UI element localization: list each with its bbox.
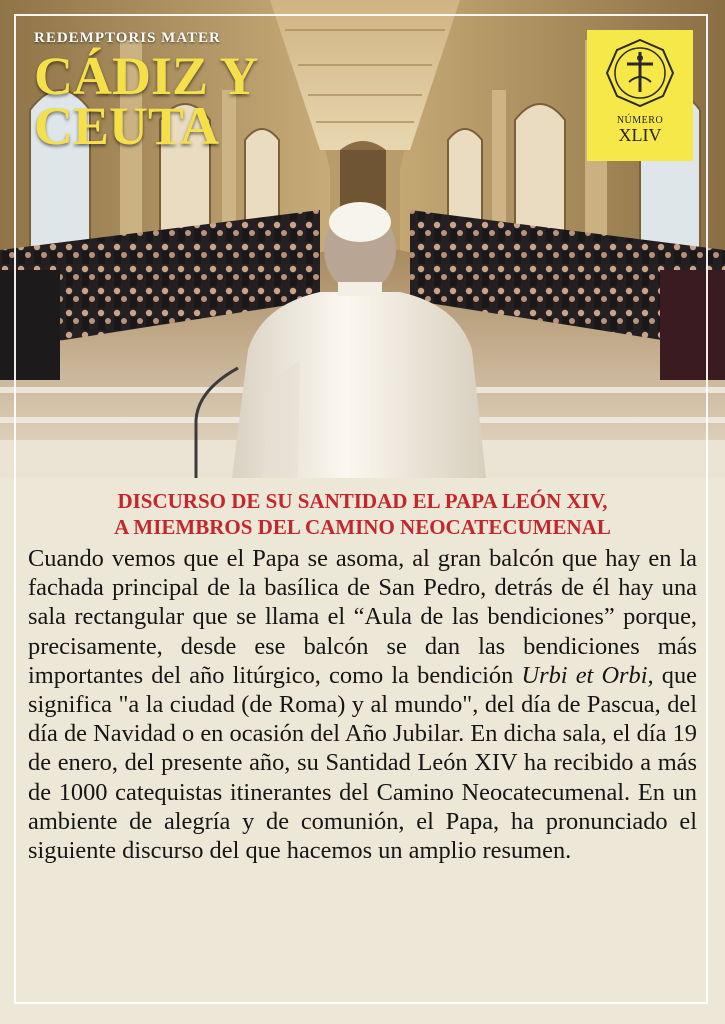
article-headline xyxy=(28,488,697,540)
seal-emblem-icon xyxy=(587,38,693,113)
issue-badge xyxy=(587,30,693,161)
magazine-title-line-2: CEUTA xyxy=(34,96,220,156)
issue-number: XLIV xyxy=(618,125,662,145)
body-text-part-2: que significa "a la ciudad (de Roma) y al mundo", del día de Pascua, del día de Navidad o en ocasión del Año Jubilar. En dicha sala, el día 19 de enero, del presente año, su Santidad León XIV ha recibido a más de 1000 catequistas itinerantes del Camino Neocatecumenal. En un ambiente de alegría y de comunión, el Papa, ha pronunciado el siguiente discurso del que hacemos un amplio resumen. xyxy=(28,661,697,865)
article xyxy=(28,488,697,865)
issue-label: NÚMERO xyxy=(616,115,664,126)
magazine-title-line-1: CÁDIZ Y xyxy=(34,46,259,106)
headline-line-1: DISCURSO DE SU SANTIDAD EL PAPA LEÓN XIV, xyxy=(117,489,608,513)
masthead xyxy=(34,30,259,156)
article-body xyxy=(28,544,697,865)
body-text-part-1: Cuando vemos que el Papa se asoma, al gran balcón que hay en la fachada principal de la basílica de San Pedro, detrás de él hay una sala rectangular que se llama el “Aula de las bendiciones” porque, precisamente, desde ese balcón se dan las bendiciones más importantes del año litúrgico, como la bendición xyxy=(28,545,697,689)
body-text-italic: Urbi et Orbi, xyxy=(521,661,654,689)
headline-line-2: A MIEMBROS DEL CAMINO NEOCATECUMENAL xyxy=(114,515,611,539)
series-name: REDEMPTORIS MATER xyxy=(34,30,221,46)
